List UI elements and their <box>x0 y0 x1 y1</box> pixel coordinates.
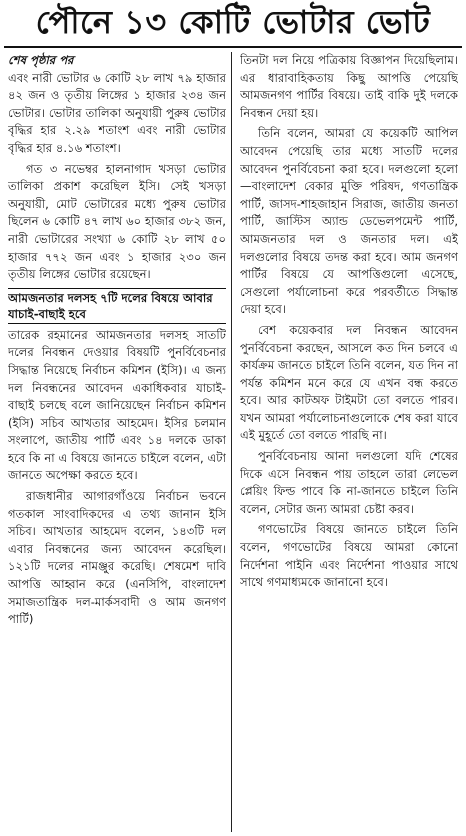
headline-rule <box>4 46 462 48</box>
paragraph-4: রাজধানীর আগারগাঁওয়ে নির্বাচন ভবনে গতকাল সাংবাদিকদের এ তথ্য জানান ইসি সচিব। আখতার আহমেদ বলেন, ১৪৩টি দল এবার নিবন্ধনের জন্য আবেদন করেছিল। ১২১টি দলের নামঞ্জুর করেছি। শেষমেশ দাবি আপত্তি আহ্বান করে (এনসিপি, বাংলাদেশ সমাজতান্ত্রিক দল-মার্কসবাদী ও আম জনগণ পার্টি) <box>8 489 226 627</box>
paragraph-2: গত ৩ নভেম্বর হালনাগাদ খসড়া ভোটার তালিকা প্রকাশ করেছিল ইসি। সেই খসড়া অনুযায়ী, মোট ভোটারের মধ্যে পুরুষ ভোটার ছিলেন ৬ কোটি ৪৭ লাখ ৬০ হাজার ৩৮২ জন, নারী ভোটারের সংখ্যা ৬ কোটি ২৮ লাখ ৫০ হাজার ৭৭২ জন এবং ১ হাজার ২৩০ জন তৃতীয় লিঙ্গের ভোটার রয়েছেন। <box>8 161 226 282</box>
paragraph-1: এবং নারী ভোটার ৬ কোটি ২৮ লাখ ৭৯ হাজার ৪২ জন ও তৃতীয় লিঙ্গের ১ হাজার ২৩৪ জন ভোটার। ভোটার তালিকা অনুযায়ী পুরুষ ভোটার বৃদ্ধির হার ২.২৯ শতাংশ এবং নারী ভোটার বৃদ্ধির হার ৪.১৬ শতাংশ। <box>8 70 226 155</box>
headline: পৌনে ১৩ কোটি ভোটার ভোট <box>35 3 431 41</box>
paragraph-5: তিনটা দল নিয়ে পত্রিকায় বিজ্ঞাপন দিয়েছিলাম। এর ধারাবাহিকতায় কিছু আপত্তি পেয়েছি আমজনগণ পার্টির বিষয়ে। তাই বাকি দুই দলকে নিবন্ধন দেয়া হয়। <box>240 53 458 120</box>
paragraph-8: পুনর্বিবেচনায় আনা দলগুলো যদি শেষের দিকে এসে নিবন্ধন পায় তাহলে তারা লেভেল প্লেয়িং ফিল্ড পাবে কি না-জানতে চাইলে তিনি বলেন, সেটার জন্য আমরা চেষ্টা করব। <box>240 449 458 516</box>
column-right <box>240 52 458 832</box>
column-left <box>8 52 226 832</box>
continued-from-label: শেষ পৃষ্ঠার পর <box>8 53 74 67</box>
paragraph-3: তারেক রহমানের আমজনতার দলসহ সাতটি দলের নিবন্ধন দেওয়ার বিষয়টি পুনর্বিবেচনার সিদ্ধান্ত নিয়েছে নির্বাচন কমিশন (ইসি)। এ জন্য দল নিবন্ধনের আবেদন একাধিকবার যাচাই-বাছাই চলছে বলে জানিয়েছেন নির্বাচন কমিশন (ইসি) সচিব আখতার আহমেদ। ইসির চলমান সংলাপে, জাতীয় পার্টি এবং ১৪ দলকে ডাকা হবে কি না এ বিষয়ে জানতে চাইলে বলেন, এটা জানতে অপেক্ষা করতে হবে। <box>8 327 226 483</box>
column-divider <box>231 52 232 832</box>
paragraph-7: বেশ কয়েকবার দল নিবন্ধন আবেদন পুনর্বিবেচনা করছেন, আসলে কত দিন চলবে এ কার্যক্রম জানতে চাইলে তিনি বলেন, যত দিন না পর্যন্ত কমিশন মনে করে যে এখন বন্ধ করতে হবে। আর কাটঅফ টাইমটা তো বলতে পারব। যখন আমরা পর্যালোচনাগুলোকে শেষ করা যাবে এই মুহূর্তে তো বলতে পারছি না। <box>240 322 458 443</box>
paragraph-9: গণভোটের বিষয়ে জানতে চাইলে তিনি বলেন, গণভোটের বিষয়ে আমরা কোনো নির্দেশনা পাইনি এবং নির্দেশনা পাওয়ার সাথে সাথে গণমাধ্যমকে জানানো হবে। <box>240 522 458 590</box>
paragraph-6: তিনি বলেন, আমরা যে কয়েকটি আপিল আবেদন পেয়েছি তার মধ্যে সাতটি দলের আবেদন পুনর্বিবেচনা করা হবে। দলগুলো হলো—বাংলাদেশ বেকার মুক্তি পরিষদ, গণতান্ত্রিক পার্টি, জাসদ-শাহজাহান সিরাজ, জাতীয় জনতা পার্টি, জাস্টিস অ্যান্ড ডেভেলপমেন্ট পার্টি, আমজনতার দল ও জনতার দল। এই দলগুলোর বিষয়ে তদন্ত করা হবে। আম জনগণ পার্টির বিষয়ে যে আপত্তিগুলো এসেছে, সেগুলো পর্যালোচনা করে পরবর্তীতে সিদ্ধান্ত দেয়া হবে। <box>240 126 458 317</box>
subheading: আমজনতার দলসহ ৭টি দলের বিষয়ে আবার যাচাই-বাছাই হবে <box>8 288 226 324</box>
